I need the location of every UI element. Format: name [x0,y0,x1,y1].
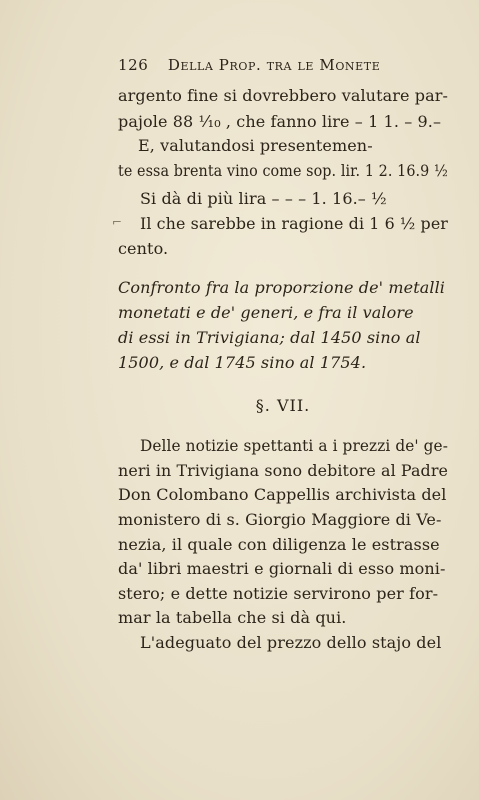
text-line: monistero di s. Giorgio Maggiore di Ve- [118,510,442,529]
text-line: neri in Trivigiana sono debitore al Padre [118,461,448,480]
text-line: pajole 88 ⅟₁₀ , che fanno lire – 1 1. – 9.– [118,112,442,131]
text-line: Don Colombano Cappellis archivista del [118,485,447,504]
text-line: te essa brenta vino come sop. lir. 1 2. 16.9 ½ [118,161,448,180]
page-number: 126 [118,56,149,74]
caption-line: 1500, e dal 1745 sino al 1754. [118,353,367,372]
text-line: argento fine si dovrebbero valutare par- [118,86,448,105]
running-title: Della Prop. tra le Monete [167,56,381,74]
caption-line: monetati e de' generi, e fra il valore [118,303,414,322]
text-line: Si dà di più lira – – – 1. 16.– ½ [140,189,387,208]
text-line: E, valutandosi presentemen- [138,136,373,155]
text-line: cento. [118,239,169,258]
text-line: da' libri maestri e giornali di esso moni- [118,559,446,578]
caption-line: di essi in Trivigiana; dal 1450 sino al [118,328,421,347]
body-text-lower [118,0,448,800]
caption-line: Confronto fra la proporzione de' metalli [118,278,446,297]
text-line: mar la tabella che si dà qui. [118,608,347,627]
text-line: Il che sarebbe in ragione di 1 6 ½ per [140,214,448,233]
text-line: L'adeguato del prezzo dello stajo del [140,633,442,652]
text-line: Delle notizie spettanti a i prezzi de' ge- [140,436,448,455]
section-heading: §. VII. [255,396,311,415]
text-line: stero; e dette notizie servirono per for- [118,584,439,603]
text-line: nezia, il quale con diligenza le estrasse [118,535,440,554]
margin-mark: ⌐ [112,215,123,229]
